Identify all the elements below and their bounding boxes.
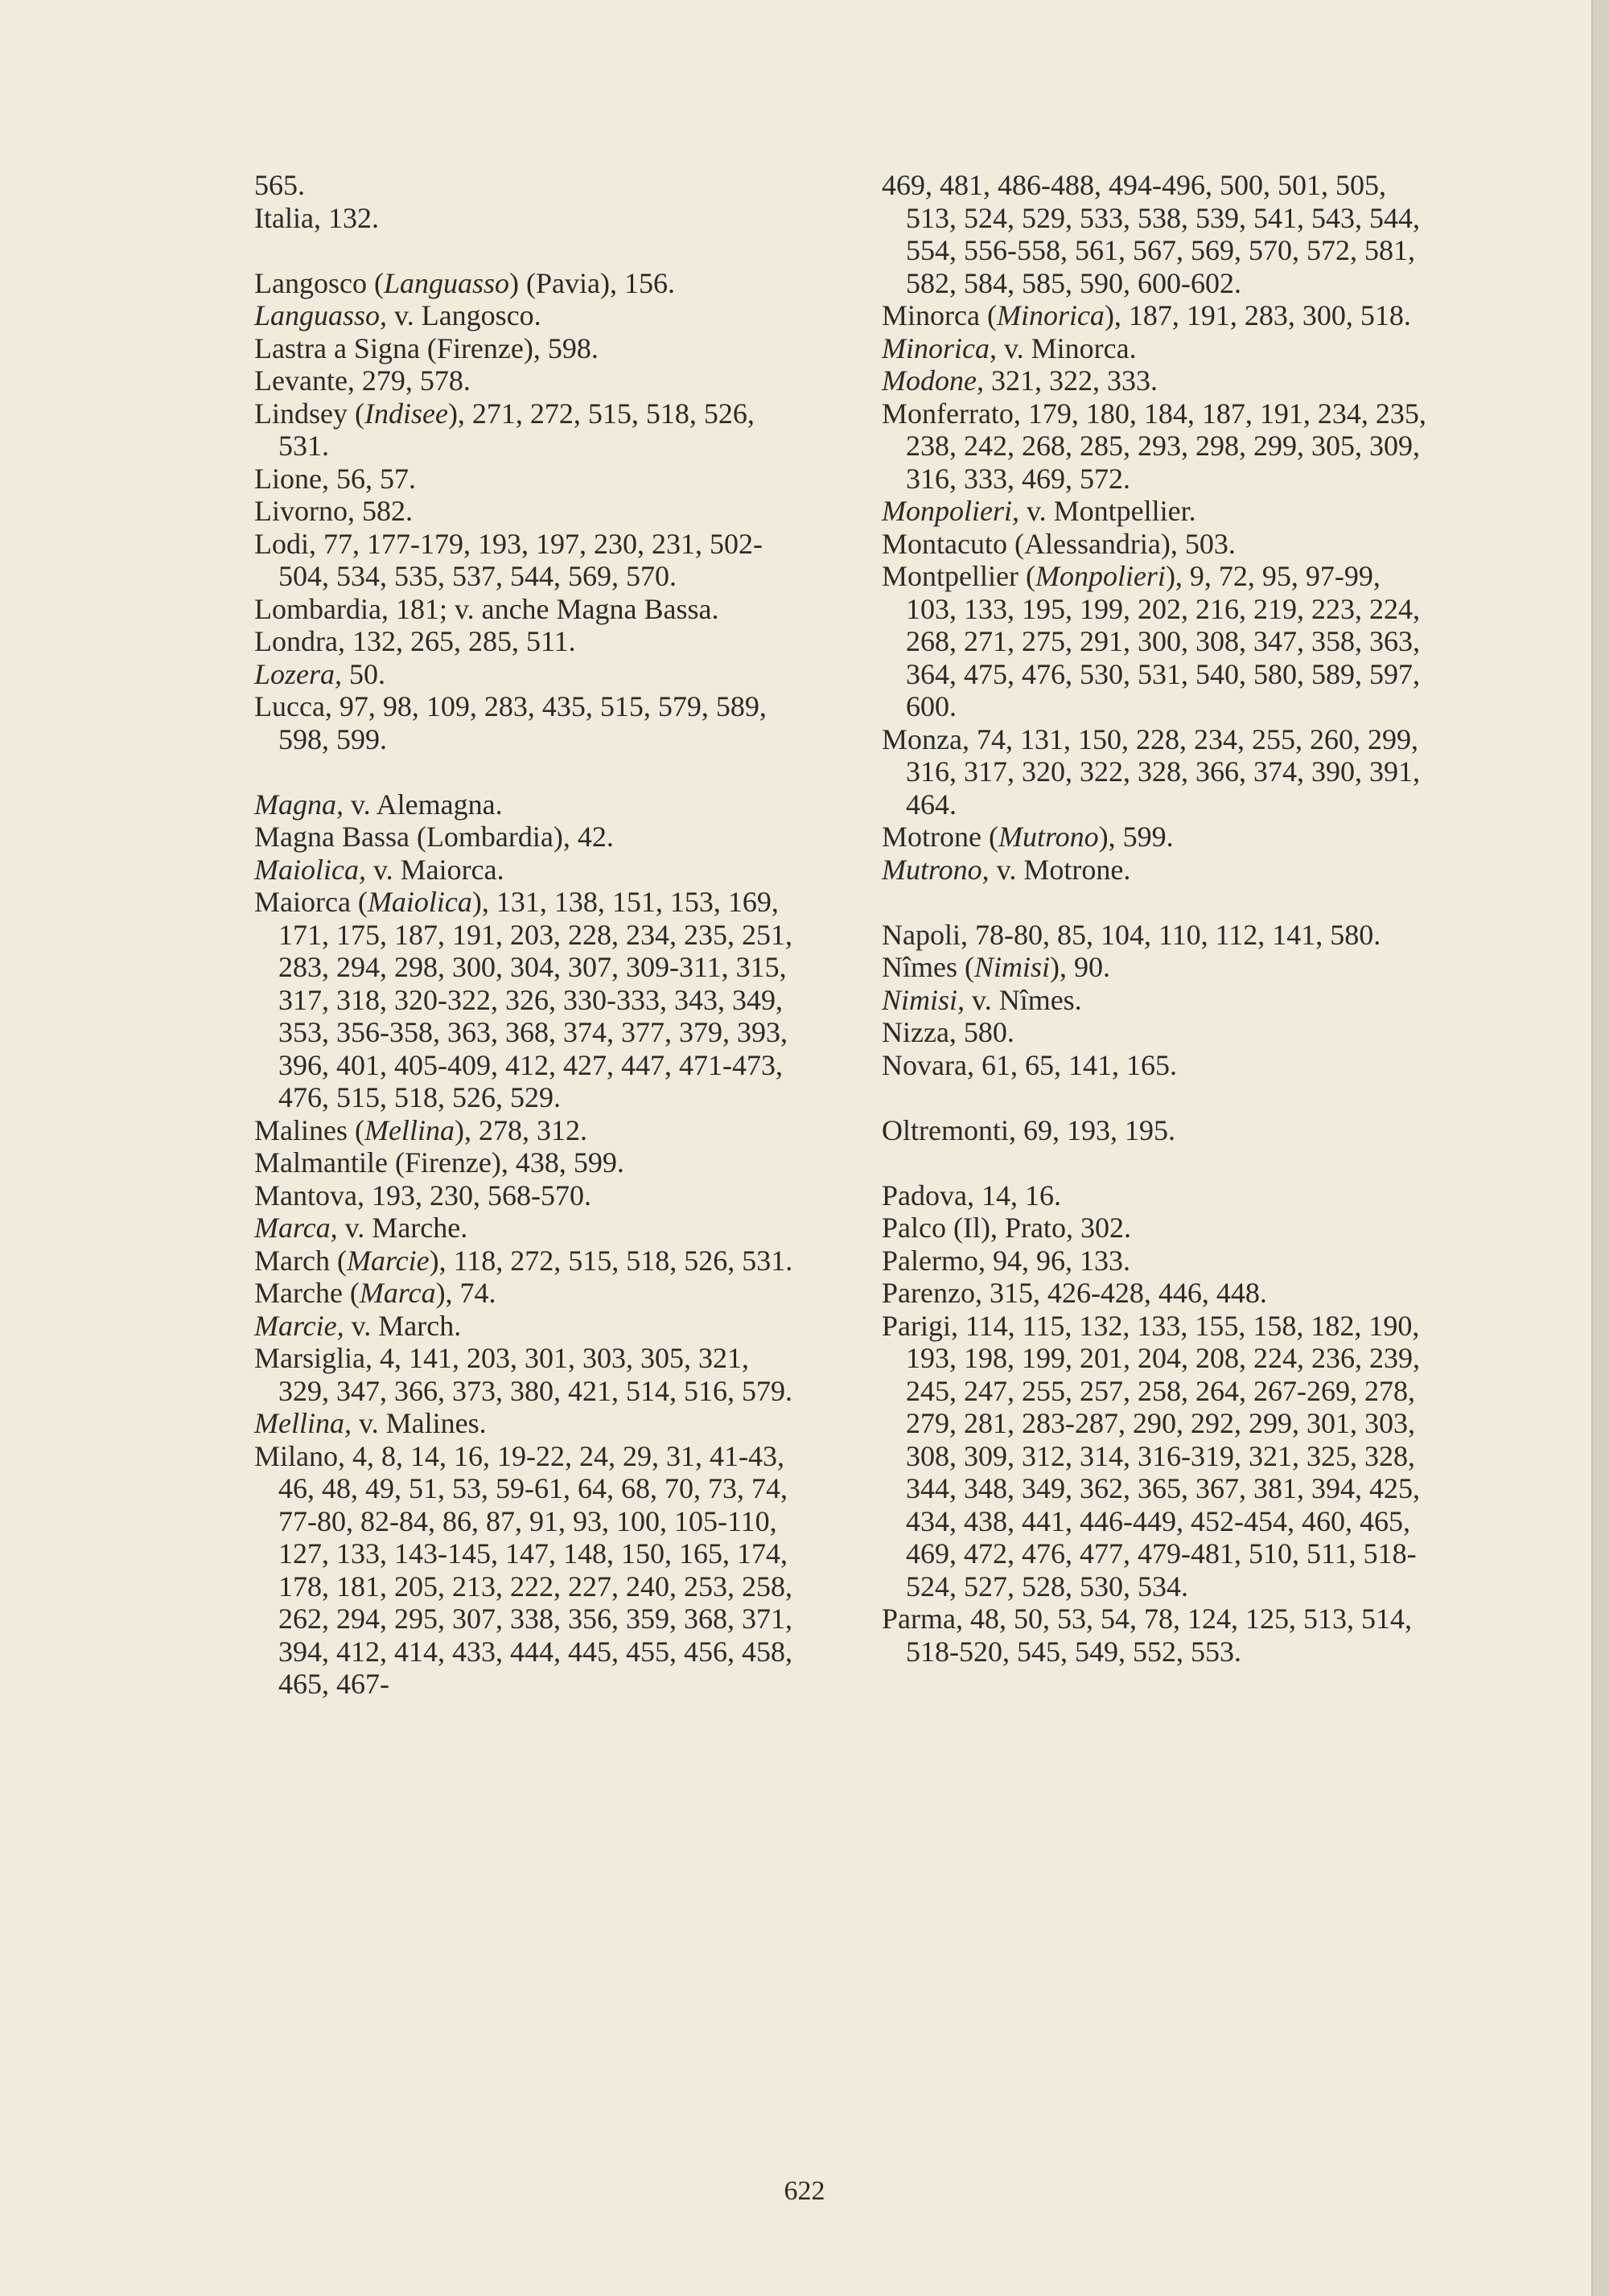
entry-text: v. Malines.	[351, 1407, 487, 1439]
index-entry: Palco (Il), Prato, 302.	[882, 1212, 1131, 1244]
index-entry: Lastra a Signa (Firenze), 598.	[254, 331, 599, 364]
index-entry: Marsiglia, 4, 141, 203, 301, 303, 305, 321, 329, 347, 366, 373, 380, 421, 514, 516, 579.	[254, 1342, 792, 1407]
entry-italic-text: Monpolieri	[1035, 560, 1166, 592]
index-entry: Parma, 48, 50, 53, 54, 78, 124, 125, 513, 514, 518-520, 545, 549, 552, 553.	[882, 1603, 1412, 1668]
index-entry: Lombardia, 181; v. anche Magna Bassa.	[254, 592, 719, 625]
index-entry: Londra, 132, 265, 285, 511.	[254, 625, 576, 657]
entry-italic-text: Indisee	[364, 397, 448, 430]
entry-italic-text: Mellina	[364, 1113, 455, 1146]
index-entry	[882, 299, 1429, 332]
index-entry: Livorno, 582.	[254, 495, 413, 527]
entry-text: v. March.	[344, 1309, 462, 1342]
index-entry	[254, 788, 801, 821]
entry-italic-text: Languasso,	[254, 299, 388, 331]
index-entry: Novara, 61, 65, 141, 165.	[882, 1048, 1177, 1081]
entry-italic-text: Maiolica	[367, 886, 472, 918]
entry-text: v. Motrone.	[989, 853, 1131, 886]
index-entry: Lione, 56, 57.	[254, 462, 416, 495]
index-entry	[254, 299, 801, 332]
index-entry: Padova, 14, 16.	[882, 1179, 1061, 1212]
entry-text: Motrone (	[882, 821, 998, 853]
index-column-right	[882, 169, 1429, 1668]
entry-gap	[254, 755, 801, 788]
entry-text: v. Minorca.	[996, 331, 1137, 364]
entry-text: ) (Pavia), 156.	[509, 266, 675, 299]
entry-text: Maiorca (	[254, 886, 368, 918]
entry-text: Minorca (	[882, 299, 997, 331]
entry-text: ), 9, 72, 95, 97-99, 103, 133, 195, 199, 202, 216, 219, 223, 224, 268, 271, 275, 291, 300, 308, 347, 358, 363, 364, 475, 476, 530, 531, 540, 580, 589, 597, 600.	[906, 560, 1420, 722]
index-entry	[882, 332, 1429, 365]
index-column-left	[254, 169, 801, 1701]
entry-italic-text: Marca	[359, 1277, 436, 1309]
entry-italic-text: Mutrono	[998, 821, 1099, 853]
index-entry: Monferrato, 179, 180, 184, 187, 191, 234, 235, 238, 242, 268, 285, 293, 298, 299, 305, 309, 316, 333, 469, 572.	[882, 397, 1426, 495]
entry-gap	[882, 1081, 1429, 1114]
index-entry: Mantova, 193, 230, 568-570.	[254, 1179, 591, 1212]
entry-text: ), 278, 312.	[454, 1113, 587, 1146]
index-entry	[882, 854, 1429, 887]
entry-text: Malines (	[254, 1113, 364, 1146]
entry-text: Nîmes (	[882, 951, 974, 983]
index-entry	[882, 364, 1429, 397]
entry-text: v. Alemagna.	[344, 788, 503, 821]
entry-text: 321, 322, 333.	[983, 364, 1158, 397]
entry-text: Montpellier (	[882, 560, 1035, 592]
entry-italic-text: Lozera,	[254, 657, 343, 690]
index-entry	[254, 1212, 801, 1245]
entry-italic-text: Modone,	[882, 364, 984, 397]
index-entry	[882, 984, 1429, 1017]
entry-italic-text: Mutrono,	[882, 853, 990, 886]
entry-text: 50.	[342, 657, 386, 690]
index-entry: Nizza, 580.	[882, 1016, 1014, 1048]
entry-text: Langosco (	[254, 266, 384, 299]
index-entry	[254, 1407, 801, 1440]
index-entry: Lucca, 97, 98, 109, 283, 435, 515, 579, 589, 598, 599.	[254, 690, 767, 755]
entry-text: ), 131, 138, 151, 153, 169, 171, 175, 187, 191, 203, 228, 234, 235, 251, 283, 294, 298, 300, 304, 307, 309-311, 315, 317, 318, 320-322, 326, 330-333, 343, 349, 353, 356-358, 363, 368, 374, 377, 379, 393, 396, 401, 405-409, 412, 427, 447, 471-473, 476, 515, 518, 526, 529.	[278, 886, 792, 1113]
index-entry: Oltremonti, 69, 193, 195.	[882, 1113, 1175, 1146]
index-entry	[882, 560, 1429, 723]
index-entry: Palermo, 94, 96, 133.	[882, 1244, 1130, 1277]
index-entry	[254, 1114, 801, 1147]
index-entry	[882, 821, 1429, 854]
index-entry	[882, 951, 1429, 984]
index-entry: Lodi, 77, 177-179, 193, 197, 230, 231, 502-504, 534, 535, 537, 544, 569, 570.	[254, 527, 763, 592]
entry-text: ), 187, 191, 283, 300, 518.	[1104, 299, 1411, 331]
entry-italic-text: Nimisi,	[882, 983, 965, 1016]
entry-italic-text: Minorica,	[882, 331, 997, 364]
index-entry: Milano, 4, 8, 14, 16, 19-22, 24, 29, 31, 41-43, 46, 48, 49, 51, 53, 59-61, 64, 68, 70, 73, 74, 77-80, 82-84, 86, 87, 91, 93, 100, 105-110, 127, 133, 143-145, 147, 148, 150, 165, 174, 178, 181, 205, 213, 222, 227, 240, 253, 258, 262, 294, 295, 307, 338, 356, 359, 368, 371, 394, 412, 414, 433, 444, 445, 455, 456, 458, 465, 467-	[254, 1439, 792, 1700]
entry-text: v. Nîmes.	[965, 983, 1082, 1016]
index-entry	[254, 1310, 801, 1343]
index-entry	[254, 854, 801, 887]
entry-italic-text: Marcie	[346, 1244, 430, 1277]
entry-text: March (	[254, 1244, 347, 1277]
index-entry: Parenzo, 315, 426-428, 446, 448.	[882, 1277, 1267, 1309]
entry-italic-text: Mellina,	[254, 1407, 352, 1439]
entry-text: ), 118, 272, 515, 518, 526, 531.	[429, 1244, 793, 1277]
entry-text: Lindsey (	[254, 397, 364, 430]
entry-gap	[254, 234, 801, 267]
index-entry: Napoli, 78-80, 85, 104, 110, 112, 141, 580.	[882, 918, 1381, 951]
entry-italic-text: Minorica	[996, 299, 1105, 331]
index-entry	[254, 1277, 801, 1310]
index-entry: 469, 481, 486-488, 494-496, 500, 501, 505, 513, 524, 529, 533, 538, 539, 541, 543, 544, 554, 556-558, 561, 567, 569, 570, 572, 581, 582, 584, 585, 590, 600-602.	[882, 169, 1420, 299]
entry-italic-text: Magna,	[254, 788, 344, 821]
entry-text: v. Maiorca.	[365, 853, 504, 886]
index-entry: Parigi, 114, 115, 132, 133, 155, 158, 182, 190, 193, 198, 199, 201, 204, 208, 224, 236, 239, 245, 247, 255, 257, 258, 264, 267-269, 278, 279, 281, 283-287, 290, 292, 299, 301, 303, 308, 309, 312, 314, 316-319, 321, 325, 328, 344, 348, 349, 362, 365, 367, 381, 394, 425, 434, 438, 441, 446-449, 452-454, 460, 465, 469, 472, 476, 477, 479-481, 510, 511, 518-524, 527, 528, 530, 534.	[882, 1309, 1420, 1603]
entry-text: ), 599.	[1098, 821, 1174, 853]
index-entry	[254, 886, 801, 1114]
entry-italic-text: Marca,	[254, 1212, 338, 1244]
entry-gap	[882, 1146, 1429, 1179]
index-entry: Magna Bassa (Lombardia), 42.	[254, 821, 614, 853]
entry-text: ), 271, 272, 515, 518, 526, 531.	[278, 397, 755, 462]
entry-italic-text: Maiolica,	[254, 853, 366, 886]
entry-italic-text: Nimisi	[973, 951, 1051, 983]
index-entry	[882, 495, 1429, 528]
entry-text: v. Marche.	[337, 1212, 468, 1244]
entry-italic-text: Marcie,	[254, 1309, 344, 1342]
entry-italic-text: Languasso	[383, 266, 509, 299]
index-entry: Monza, 74, 131, 150, 228, 234, 255, 260, 299, 316, 317, 320, 322, 328, 366, 374, 390, 391, 464.	[882, 722, 1420, 821]
index-entry: Malmantile (Firenze), 438, 599.	[254, 1146, 624, 1179]
entry-text: v. Montpellier.	[1018, 495, 1196, 527]
entry-italic-text: Monpolieri,	[882, 495, 1019, 527]
page-edge	[1591, 0, 1609, 2296]
entry-text: ), 74.	[435, 1277, 496, 1309]
index-entry: Levante, 279, 578.	[254, 364, 471, 397]
entry-text: Marche (	[254, 1277, 360, 1309]
index-entry	[254, 267, 801, 300]
index-entry: Italia, 132.	[254, 201, 379, 234]
entry-text: ), 90.	[1050, 951, 1111, 983]
index-entry	[254, 397, 801, 463]
entry-gap	[882, 886, 1429, 919]
index-entry	[254, 658, 801, 691]
page-number: 622	[784, 2176, 825, 2206]
index-entry: Montacuto (Alessandria), 503.	[882, 527, 1236, 560]
entry-text: v. Langosco.	[387, 299, 541, 331]
index-entry: 565.	[254, 169, 305, 201]
index-entry	[254, 1245, 801, 1278]
